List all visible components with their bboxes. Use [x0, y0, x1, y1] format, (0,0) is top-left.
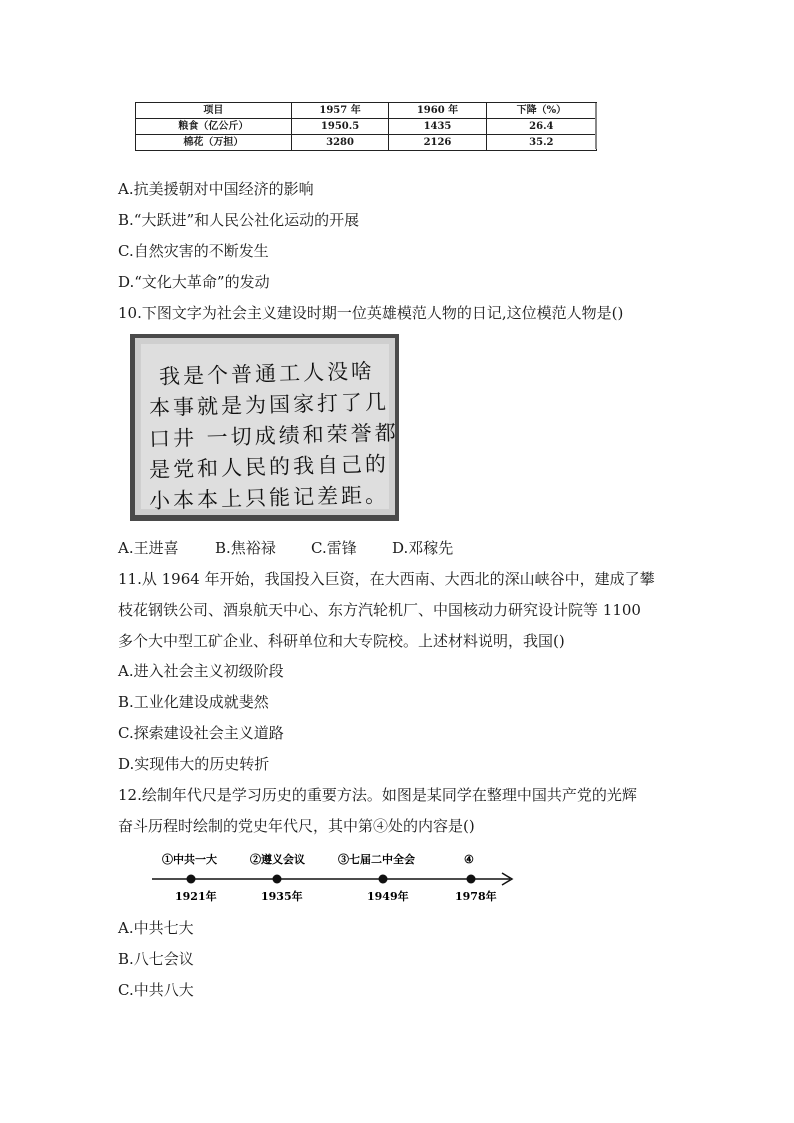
table-cell: 1435 — [389, 119, 486, 135]
table-row — [136, 135, 597, 151]
diary-note-line: 本事就是为国家打了几 — [148, 389, 390, 421]
q10-option-a: A.王进喜 — [118, 539, 179, 557]
table-cell: 26.4 — [486, 119, 596, 135]
q11-option-d: D.实现伟大的历史转折 — [118, 755, 270, 773]
table-cell: 2126 — [389, 135, 486, 151]
diary-note-image — [130, 334, 399, 521]
q12-option-c: C.中共八大 — [118, 981, 194, 999]
timeline-label: ②遵义会议 — [250, 853, 305, 866]
q12-stem-line: 12.绘制年代尺是学习历史的重要方法。如图是某同学在整理中国共产党的光辉 — [118, 786, 637, 804]
table-edge-shadow — [595, 103, 597, 149]
table-header-row — [136, 103, 597, 119]
table-cell: 粮食（亿公斤） — [136, 119, 292, 135]
timeline-label: ①中共一大 — [162, 853, 217, 866]
q10-options — [118, 538, 453, 558]
table-header-cell: 下降（%） — [486, 103, 596, 119]
table-cell: 35.2 — [486, 135, 596, 151]
q11-option-c: C.探索建设社会主义道路 — [118, 724, 284, 742]
timeline-figure — [140, 848, 525, 908]
q12-stem — [118, 780, 678, 842]
diary-note-line: 我是个普通工人没啥 — [158, 359, 376, 389]
table-row — [136, 119, 597, 135]
table-cell: 1950.5 — [291, 119, 388, 135]
q10-option-d: D.邓稼先 — [392, 539, 454, 557]
q9-option-c: C.自然灾害的不断发生 — [118, 242, 269, 260]
q11-stem — [118, 564, 678, 657]
q12-option-a: A.中共七大 — [118, 919, 194, 937]
table-cell: 棉花（万担） — [136, 135, 292, 151]
diary-note-paper — [141, 344, 399, 514]
q12-stem-line: 奋斗历程时绘制的党史年代尺，其中第④处的内容是() — [118, 817, 475, 835]
diary-note-line: 小本本上只能记差距。 — [148, 482, 390, 514]
timeline-label: ③七届二中全会 — [338, 853, 415, 866]
timeline-label: ④ — [464, 853, 474, 866]
q9-option-b: B.“大跃进”和人民公社化运动的开展 — [118, 211, 360, 229]
q11-stem-line: 11.从 1964 年开始，我国投入巨资，在大西南、大西北的深山峡谷中，建成了攀 — [118, 570, 655, 588]
timeline-year: 1978年 — [455, 890, 497, 903]
timeline-dot — [273, 875, 282, 884]
table-header-cell: 1960 年 — [389, 103, 486, 119]
q11-stem-line: 多个大中型工矿企业、科研单位和大专院校。上述材料说明，我国() — [118, 632, 565, 650]
timeline-year: 1935年 — [261, 890, 303, 903]
data-table — [135, 102, 597, 151]
table-cell: 3280 — [291, 135, 388, 151]
timeline-year: 1949年 — [367, 890, 409, 903]
q11-option-b: B.工业化建设成就斐然 — [118, 693, 269, 711]
q10-option-c: C.雷锋 — [311, 539, 357, 557]
diary-note-line: 是党和人民的我自己的 — [148, 451, 390, 483]
timeline-dot — [467, 875, 476, 884]
q10-option-b: B.焦裕禄 — [215, 539, 276, 557]
q9-option-d: D.“文化大革命”的发动 — [118, 273, 270, 291]
q9-option-a: A.抗美援朝对中国经济的影响 — [118, 180, 314, 198]
timeline-dot — [379, 875, 388, 884]
q11-stem-line: 枝花钢铁公司、酒泉航天中心、东方汽轮机厂、中国核动力研究设计院等 1100 — [118, 601, 641, 619]
timeline-year: 1921年 — [175, 890, 217, 903]
diary-note-line: 口井 一切成绩和荣誉都 — [148, 420, 399, 452]
timeline-dot — [187, 875, 196, 884]
table-header-cell: 1957 年 — [291, 103, 388, 119]
q10-stem: 10.下图文字为社会主义建设时期一位英雄模范人物的日记,这位模范人物是() — [118, 304, 624, 322]
q11-option-a: A.进入社会主义初级阶段 — [118, 662, 284, 680]
table-header-cell: 项目 — [136, 103, 292, 119]
q12-option-b: B.八七会议 — [118, 950, 194, 968]
